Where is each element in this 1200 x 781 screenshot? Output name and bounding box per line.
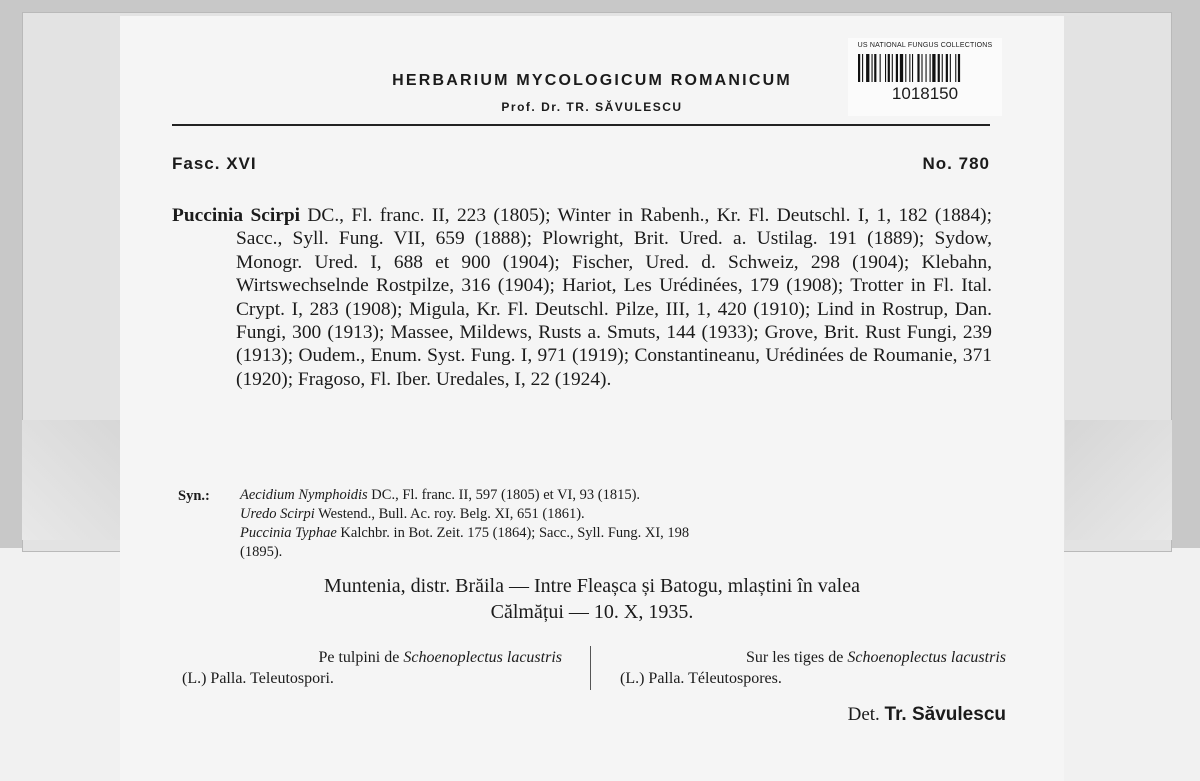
barcode-bars [858,54,992,82]
host-note-french [620,647,1020,689]
barcode-number: 1018150 [891,84,959,103]
synonym-name: Aecidium Nymphoidis [240,487,368,503]
determiner-name: Tr. Săvulescu [884,704,1006,725]
header-rule [172,124,990,126]
host-note-romanian [182,647,572,689]
barcode-caption: US NATIONAL FUNGUS COLLECTIONS [857,42,993,49]
herbarium-subtitle: Prof. Dr. TR. SĂVULESCU [501,100,683,114]
determiner [848,704,1006,726]
synonym-name: Puccinia Typhae [240,525,337,541]
citation-text: DC., Fl. franc. II, 223 (1805); Winter in Rabenh., Kr. Fl. Deutschl. I, 1, 182 (1884); Sacc., Syll. Fung. VII, 659 (1888); Plowright, Brit. Ured. a. Ustilag. 191 (1889); Sydow, Monogr. Ured. I, 688 et 900 (1904); Fischer, Ured. d. Schweiz, 298 (1904); Klebahn, Wirtswechselnde Rostpilze, 316 (1904); Hariot, Les Urédinées, 179 (1908); Trotter in Fl. Ital. Crypt. I, 283 (1908); Migula, Kr. Fl. Deutschl. Pilze, III, 1, 420 (1910); Lind in Rostrup, Dan. Fungi, 300 (1913); Massee, Mildews, Rusts a. Smuts, 144 (1933); Grove, Brit. Rust Fungi, 239 (1913); Oudem., Enum. Syst. Fung. I, 971 (1919); Constantineanu, Urédinées de Roumanie, 371 (1920); Fragoso, Fl. Iber. Uredales, I, 22 (1924). [236,205,992,390]
species-citation [172,204,992,391]
synonyms-label: Syn.: [178,488,210,504]
locality-line-2: Călmățui — 10. X, 1935. [490,601,694,623]
host-fr-prefix: Sur les tiges de [746,649,848,666]
synonym-item [240,524,1000,543]
host-ro-line-2: (L.) Palla. Teleutospori. [182,670,334,687]
synonym-name: Uredo Scirpi [240,506,315,522]
herbarium-label [120,16,1064,781]
synonym-ref: DC., Fl. franc. II, 597 (1805) et VI, 93 (1815). [367,487,641,503]
synonym-item [240,486,1000,505]
herbarium-title: HERBARIUM MYCOLOGICUM ROMANICUM [392,72,792,89]
synonym-item [240,505,1000,524]
fascicle-label: Fasc. XVI [172,154,257,173]
synonym-ref: (1895). [240,544,283,560]
synonym-item [240,543,1000,562]
barcode-sticker [848,38,1002,116]
host-ro-name: Schoenoplectus lacustris [403,649,562,666]
envelope-flap-left [22,420,132,540]
host-fr-name: Schoenoplectus lacustris [847,649,1006,666]
locality-line-1: Muntenia, distr. Brăila — Intre Fleașca și Batogu, mlaștini în valea [324,575,860,597]
species-name: Puccinia Scirpi [172,205,301,226]
determiner-prefix: Det. [847,704,885,725]
host-ro-prefix: Pe tulpini de [318,649,404,666]
specimen-number: No. 780 [922,154,990,173]
host-fr-line-2: (L.) Palla. Téleutospores. [620,670,782,687]
synonym-ref: Westend., Bull. Ac. roy. Belg. XI, 651 (1861). [314,506,585,522]
host-divider [590,646,591,690]
envelope-flap-right [1065,420,1172,540]
collection-locality [160,573,1024,625]
synonym-ref: Kalchbr. in Bot. Zeit. 175 (1864); Sacc., Syll. Fung. XI, 198 [336,525,690,541]
synonyms-list [240,486,1000,562]
